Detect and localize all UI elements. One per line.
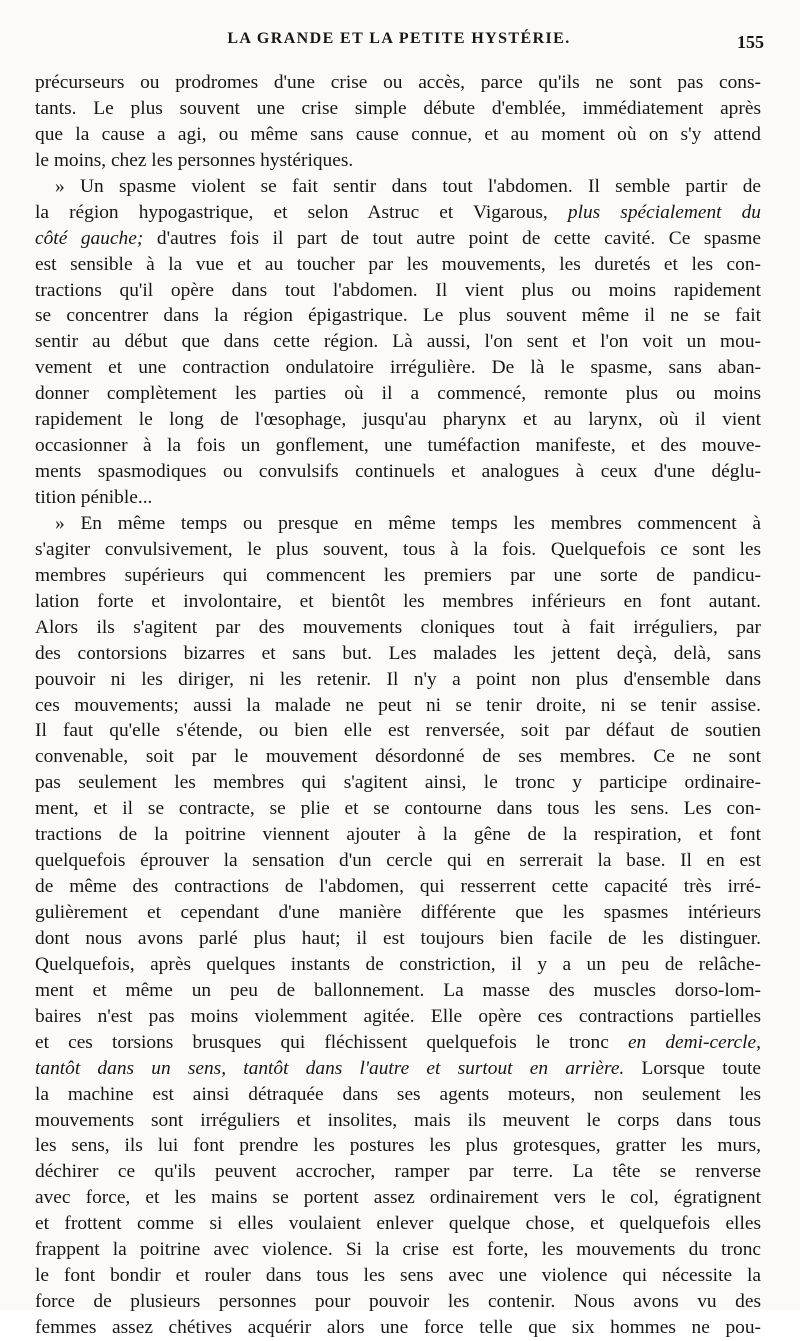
text-line [35, 1056, 761, 1082]
text-line: déchirer ce qu'ils peuvent accrocher, ramper par terre. La tête se renverse [35, 1161, 761, 1183]
text-line: ment, et il se contracte, se plie et se contourne dans tous les sens. Les con- [35, 798, 761, 820]
text-line: que la cause a agi, ou même sans cause connue, et au moment où on s'y attend [35, 123, 761, 145]
text-line: lation forte et involontaire, et bientôt les membres inférieurs en font autant. [35, 590, 761, 612]
text-line: Il faut qu'elle s'étende, ou bien elle est renversée, soit par défaut de soutien [35, 720, 761, 742]
text-line: quelquefois éprouver la sensation d'un cercle qui en serrerait la base. Il en est [35, 850, 761, 872]
text-segment: et ces torsions brusques qui fléchissent quelquefois le tronc [35, 1031, 609, 1053]
body-text [35, 70, 761, 1341]
text-line: Alors ils s'agitent par des mouvements cloniques tout à fait irréguliers, par [35, 616, 761, 638]
text-line: » En même temps ou presque en même temps les membres commencent à [55, 512, 761, 534]
italic-text: en demi-cercle, [627, 1031, 761, 1053]
text-line: occasionner à la fois un gonflement, une tuméfaction manifeste, et des mouve- [35, 435, 761, 457]
italic-text: plus spécialement du [567, 201, 761, 223]
text-line: femmes assez chétives acquérir alors une force telle que six hommes ne pou- [35, 1317, 761, 1338]
text-segment: la région hypogastrique, et selon Astruc et Vigarous, [35, 201, 548, 223]
text-line: ces mouvements; aussi la malade ne peut ni se tenir droite, ni se tenir assise. [35, 694, 761, 716]
text-line: force de plusieurs personnes pour pouvoir les contenir. Nous avons vu des [35, 1291, 761, 1313]
text-line: de même des contractions de l'abdomen, qui resserrent cette capacité très irré- [35, 876, 761, 898]
italic-text: côté gauche; [35, 227, 144, 249]
text-line: donner complètement les parties où il a commencé, remonte plus ou moins [35, 383, 761, 405]
text-line [35, 1030, 761, 1056]
text-line: » Un spasme violent se fait sentir dans tout l'abdomen. Il semble partir de [55, 175, 761, 197]
text-line: la machine est ainsi détraquée dans ses agents moteurs, non seulement les [35, 1083, 761, 1105]
text-line: convenable, soit par le mouvement désordonné de ses membres. Ce ne sont [35, 746, 761, 768]
text-segment: Lorsque toute [641, 1057, 761, 1079]
text-line: Quelquefois, après quelques instants de constriction, il y a un peu de relâche- [35, 953, 761, 975]
text-line: pas seulement les membres qui s'agitent ainsi, le tronc y participe ordinaire- [35, 772, 761, 794]
text-line: sentir au début que dans cette région. Là aussi, l'on sent et l'on voit un mou- [35, 331, 761, 353]
page-number: 155 [737, 32, 764, 52]
text-line: gulièrement et cependant d'une manière différente que les spasmes intérieurs [35, 902, 761, 923]
text-line: les sens, ils lui font prendre les postures les plus grotesques, gratter les murs, [35, 1135, 761, 1157]
text-line: vement et une contraction ondulatoire irrégulière. De là le spasme, sans aban- [35, 357, 761, 379]
text-line: dont nous avons parlé plus haut; il est toujours bien facile de les distinguer. [35, 927, 761, 949]
text-line: mouvements sont irréguliers et insolites, mais ils meuvent le corps dans tous [35, 1109, 761, 1131]
page-header [34, 28, 764, 54]
text-line: membres supérieurs qui commencent les premiers par une sorte de pandicu- [35, 564, 761, 586]
text-line: le font bondir et rouler dans tous les sens avec une violence qui nécessite la [35, 1265, 761, 1287]
text-line: s'agiter convulsivement, le plus souvent, tous à la fois. Quelquefois ce sont les [35, 538, 761, 560]
text-line [35, 226, 761, 252]
text-line: tants. Le plus souvent une crise simple débute d'emblée, immédiatement après [35, 97, 761, 119]
text-line: des contorsions bizarres et sans but. Les malades les jettent deçà, delà, sans [35, 642, 761, 664]
text-segment: d'autres fois il part de tout autre point de cette cavité. Ce spasme [156, 227, 761, 249]
text-line: pouvoir ni les diriger, ni les retenir. Il n'y a point non plus d'ensemble dans [35, 668, 761, 690]
text-line: frappent la poitrine avec violence. Si la crise est forte, les mouvements du tronc [35, 1239, 761, 1261]
text-line: baires n'est pas moins violemment agitée. Elle opère ces contractions partielles [35, 1005, 761, 1027]
text-line: le moins, chez les personnes hystériques. [35, 149, 354, 171]
text-line: tractions de la poitrine viennent ajouter à la gêne de la respiration, et font [35, 824, 761, 846]
text-line: avec force, et les mains se portent assez ordinairement vers le col, égratignent [35, 1187, 761, 1209]
italic-text: tantôt dans un sens, tantôt dans l'autre et surtout en arrière. [35, 1057, 625, 1079]
text-line: ment et même un peu de ballonnement. La masse des muscles dorso-lom- [35, 979, 761, 1001]
text-line: tition pénible... [35, 487, 153, 508]
text-line: précurseurs ou prodromes d'une crise ou accès, parce qu'ils ne sont pas cons- [35, 72, 761, 93]
text-line: ments spasmodiques ou convulsifs continuels et analogues à ceux d'une déglu- [35, 461, 761, 483]
text-line: et frottent comme si elles voulaient enlever quelque chose, et quelquefois elles [35, 1213, 761, 1235]
text-line: rapidement le long de l'œsophage, jusqu'au pharynx et au larynx, où il vient [35, 409, 761, 431]
text-line [35, 200, 761, 226]
running-title: LA GRANDE ET LA PETITE HYSTÉRIE. [227, 30, 571, 47]
text-line: se concentrer dans la région épigastrique. Le plus souvent même il ne se fait [35, 305, 761, 327]
text-line: est sensible à la vue et au toucher par les mouvements, les duretés et les con- [35, 253, 761, 275]
text-line: tractions qu'il opère dans tout l'abdomen. Il vient plus ou moins rapidement [35, 279, 761, 301]
